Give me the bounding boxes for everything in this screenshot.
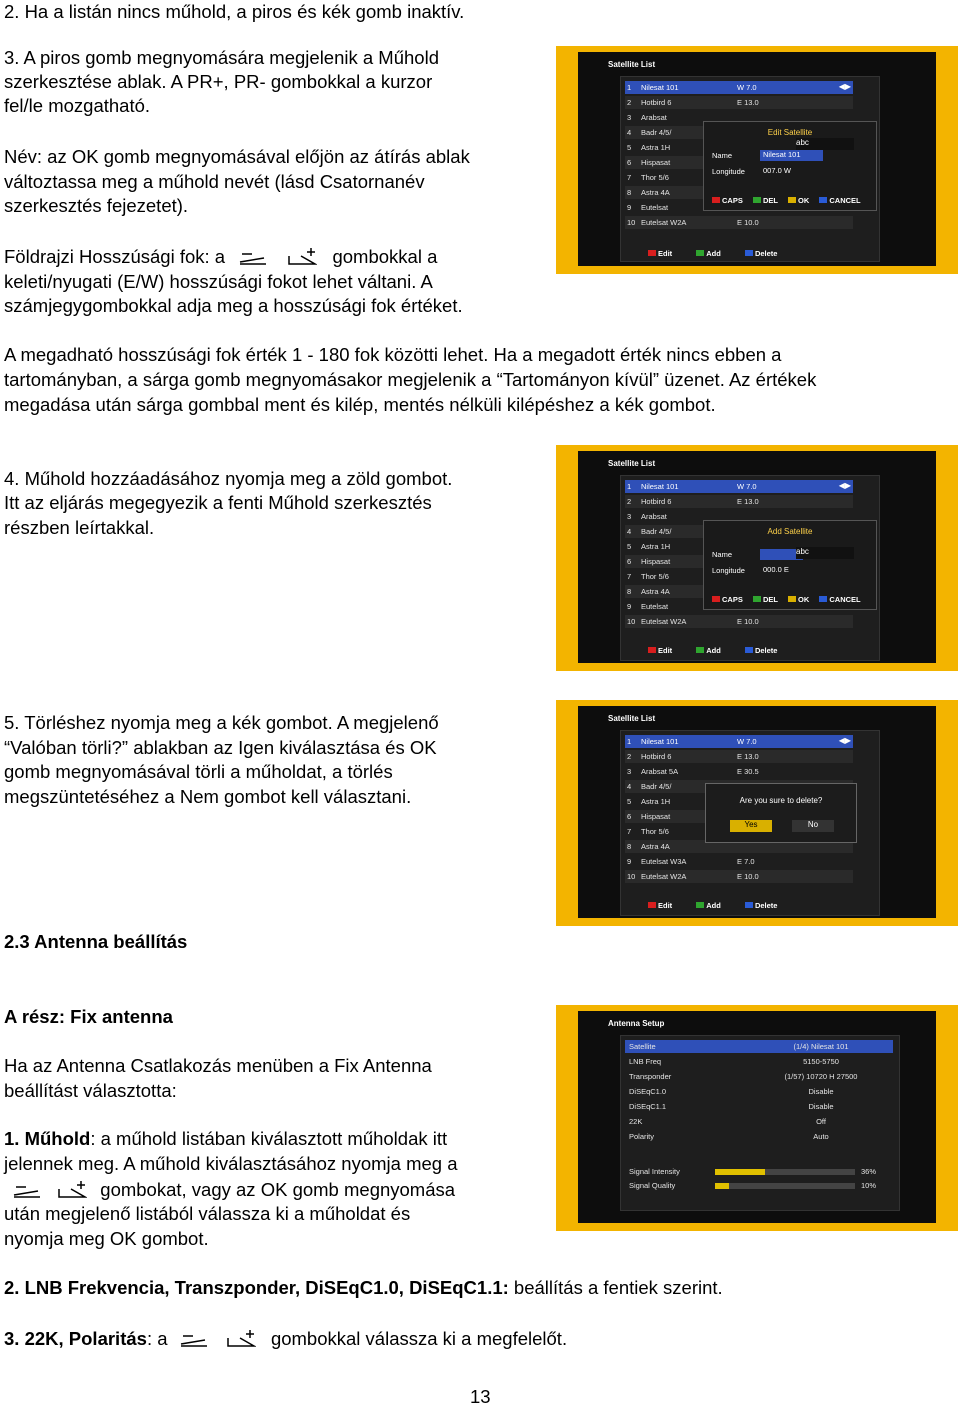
dialog-title: Edit Satellite	[767, 128, 813, 137]
row-number: 3	[627, 113, 632, 122]
antenna-setting-row[interactable]	[625, 1070, 893, 1083]
text-line: 4. Műhold hozzáadásához nyomja meg a zöld gombot.	[4, 468, 453, 489]
confirm-question: Are you sure to delete?	[739, 796, 823, 805]
dialog-title: Add Satellite	[767, 527, 813, 536]
row-number: 6	[627, 812, 632, 821]
field-value: 007.0 W	[760, 166, 823, 177]
edit-satellite-screenshot	[556, 46, 958, 274]
volume-down-icon	[12, 1181, 42, 1199]
text-line: nyomja meg OK gombot.	[4, 1228, 209, 1249]
add-satellite-dialog	[703, 520, 877, 610]
text-line: A megadható hosszúsági fok érték 1 - 180 fok közötti lehet. Ha a megadott érték nincs ebben a	[4, 344, 782, 365]
satellite-list-row[interactable]	[625, 96, 853, 109]
row-number: 8	[627, 188, 632, 197]
abc-indicator: abc	[796, 547, 854, 559]
text-line: keleti/nyugati (E/W) hosszúsági fokot lehet váltani. A	[4, 271, 433, 292]
satellite-position: W 7.0	[737, 482, 757, 491]
row-number: 8	[627, 587, 632, 596]
text-line	[4, 1276, 723, 1301]
satellite-name: Hispasat	[641, 158, 671, 167]
signal-value: 36%	[861, 1167, 877, 1176]
satellite-name: Arabsat 5A	[641, 767, 679, 776]
screen-title: Antenna Setup	[608, 1019, 665, 1028]
text-line: változtassa meg a műhold nevét (lásd Csatornanév	[4, 171, 425, 192]
satellite-list-row[interactable]	[625, 855, 853, 868]
term: 1. Műhold	[4, 1128, 91, 1149]
text-line: 2. Ha a listán nincs műhold, a piros és kék gomb inaktív.	[4, 1, 465, 22]
field-label: Name	[712, 151, 733, 160]
volume-down-icon	[238, 248, 268, 266]
setting-value: Disable	[808, 1102, 834, 1111]
legend-edit: Edit	[648, 646, 672, 655]
satellite-name: Thor 5/6	[641, 572, 669, 581]
row-number: 1	[627, 737, 632, 746]
text-line: megadása után sárga gombbal ment és kilép, mentés nélküli kilépéshez a kék gombot.	[4, 394, 716, 415]
left-right-arrow-icon: ◀▶	[838, 481, 851, 490]
satellite-name: Badr 4/5/	[641, 128, 672, 137]
satellite-name: Eutelsat	[641, 602, 669, 611]
antenna-setting-row[interactable]	[625, 1130, 893, 1143]
setting-value: Disable	[808, 1087, 834, 1096]
legend	[648, 249, 799, 258]
signal-intensity	[625, 1166, 893, 1178]
satellite-name: Hotbird 6	[641, 497, 672, 506]
dialog-buttons	[712, 196, 869, 205]
legend-add: Add	[696, 646, 721, 655]
signal-bar	[715, 1183, 855, 1189]
text-line: részben leírtakkal.	[4, 517, 155, 538]
antenna-setting-row[interactable]	[625, 1055, 893, 1068]
screen-title: Satellite List	[608, 60, 656, 69]
legend-edit: Edit	[648, 901, 672, 910]
text-line: Itt az eljárás megegyezik a fenti Műhold szerkesztés	[4, 492, 432, 513]
section-heading: 2.3 Antenna beállítás	[4, 931, 188, 952]
satellite-name: Nilesat 101	[641, 482, 679, 491]
satellite-name: Eutelsat	[641, 203, 669, 212]
row-number: 3	[627, 512, 632, 521]
field-label: Longitude	[712, 566, 745, 575]
legend-delete: Delete	[745, 901, 778, 910]
field-value: 000.0 E	[760, 565, 823, 576]
row-number: 6	[627, 557, 632, 566]
screen-title: Satellite List	[608, 714, 656, 723]
row-number: 2	[627, 497, 632, 506]
signal-value: 10%	[861, 1181, 877, 1190]
satellite-position: W 7.0	[737, 83, 757, 92]
row-number: 1	[627, 482, 632, 491]
satellite-position: E 13.0	[737, 497, 759, 506]
row-number: 4	[627, 782, 632, 791]
signal-label: Signal Intensity	[629, 1167, 680, 1176]
legend-add: Add	[696, 249, 721, 258]
text-segment: gombokkal a	[332, 246, 438, 267]
text-line: 3. A piros gomb megnyomására megjelenik a Műhold	[4, 47, 439, 68]
satellite-list-row[interactable]	[625, 735, 853, 748]
cancel-button[interactable]: CANCEL	[819, 595, 860, 604]
screen-title: Satellite List	[608, 459, 656, 468]
row-number: 10	[627, 617, 636, 626]
text-line: 5. Törléshez nyomja meg a kék gombot. A megjelenő	[4, 712, 439, 733]
legend-delete: Delete	[745, 646, 778, 655]
no-button[interactable]: No	[792, 820, 834, 832]
setting-value: (1/4) Nilesat 101	[793, 1042, 849, 1051]
satellite-name: Eutelsat W2A	[641, 617, 687, 626]
satellite-name: Arabsat	[641, 512, 667, 521]
satellite-name: Eutelsat W3A	[641, 857, 687, 866]
field-label: Name	[712, 550, 733, 559]
text-line: után megjelenő listából válassza ki a műholdat és	[4, 1203, 411, 1224]
cancel-button[interactable]: CANCEL	[819, 196, 860, 205]
satellite-name: Hotbird 6	[641, 752, 672, 761]
legend-delete: Delete	[745, 249, 778, 258]
text-segment: : a	[146, 1328, 168, 1349]
text-line	[4, 1327, 567, 1352]
satellite-name: Hotbird 6	[641, 98, 672, 107]
text-line: jelennek meg. A műhold kiválasztásához nyomja meg a	[4, 1153, 458, 1174]
row-number: 9	[627, 203, 632, 212]
setting-label: Transponder	[629, 1072, 672, 1081]
left-right-arrow-icon: ◀▶	[838, 736, 851, 745]
row-number: 4	[627, 527, 632, 536]
dialog-buttons	[712, 595, 869, 604]
setting-value: (1/57) 10720 H 27500	[784, 1072, 858, 1081]
satellite-name: Eutelsat W2A	[641, 218, 687, 227]
satellite-position: E 13.0	[737, 98, 759, 107]
setting-value: Off	[816, 1117, 826, 1126]
satellite-position: E 10.0	[737, 617, 759, 626]
satellite-list-row[interactable]	[625, 216, 853, 229]
text-line	[4, 245, 437, 270]
row-number: 3	[627, 767, 632, 776]
setting-label: DiSEqC1.1	[629, 1102, 667, 1111]
satellite-name: Astra 4A	[641, 188, 670, 197]
term: 3. 22K, Polaritás	[4, 1328, 147, 1349]
satellite-name: Hispasat	[641, 557, 671, 566]
satellite-name: Thor 5/6	[641, 173, 669, 182]
antenna-setting-row[interactable]	[625, 1085, 893, 1098]
text-line: tartományban, a sárga gomb megnyomásakor megjelenik a “Tartományon kívül” üzenet. Az értékek	[4, 369, 817, 390]
left-right-arrow-icon: ◀▶	[838, 82, 851, 91]
delete-confirm-screenshot	[556, 700, 958, 926]
text-segment: : a műhold listában kiválasztott műholdak itt	[90, 1128, 448, 1149]
text-line: szerkesztése ablak. A PR+, PR- gombokkal a kurzor	[4, 71, 433, 92]
row-number: 4	[627, 128, 632, 137]
satellite-position: E 10.0	[737, 218, 759, 227]
satellite-name: Nilesat 101	[641, 83, 679, 92]
longitude-field[interactable]	[710, 565, 870, 577]
text-line: gomb megnyomásával törli a műholdat, a törlés	[4, 761, 393, 782]
row-number: 9	[627, 602, 632, 611]
satellite-name: Arabsat	[641, 113, 667, 122]
longitude-field[interactable]	[710, 166, 870, 178]
row-number: 2	[627, 752, 632, 761]
ok-button[interactable]: OK	[788, 196, 809, 205]
satellite-position: W 7.0	[737, 737, 757, 746]
satellite-name: Thor 5/6	[641, 827, 669, 836]
row-number: 7	[627, 173, 632, 182]
row-number: 9	[627, 857, 632, 866]
volume-up-icon	[57, 1181, 87, 1199]
row-number: 5	[627, 143, 632, 152]
satellite-position: E 13.0	[737, 752, 759, 761]
row-number: 1	[627, 83, 632, 92]
caps-button[interactable]: CAPS	[712, 595, 743, 604]
satellite-name: Nilesat 101	[641, 737, 679, 746]
row-number: 5	[627, 542, 632, 551]
satellite-list-row[interactable]	[625, 480, 853, 493]
satellite-position: E 7.0	[737, 857, 755, 866]
satellite-name: Astra 4A	[641, 587, 670, 596]
del-button[interactable]: DEL	[753, 595, 778, 604]
row-number: 7	[627, 572, 632, 581]
setting-value: 5150-5750	[803, 1057, 839, 1066]
text-line	[4, 1178, 455, 1203]
add-satellite-screenshot	[556, 445, 958, 671]
satellite-list-row[interactable]	[625, 81, 853, 94]
signal-label: Signal Quality	[629, 1181, 676, 1190]
del-button[interactable]: DEL	[753, 196, 778, 205]
volume-up-icon	[226, 1330, 256, 1348]
antenna-setting-row[interactable]	[625, 1040, 893, 1053]
legend-edit: Edit	[648, 249, 672, 258]
setting-label: LNB Freq	[629, 1057, 662, 1066]
legend	[648, 901, 799, 910]
caps-button[interactable]: CAPS	[712, 196, 743, 205]
satellite-name: Astra 1H	[641, 542, 671, 551]
volume-up-icon	[287, 248, 317, 266]
setting-label: Satellite	[629, 1042, 656, 1051]
ok-button[interactable]: OK	[788, 595, 809, 604]
satellite-position: E 10.0	[737, 872, 759, 881]
signal-bar	[715, 1169, 855, 1175]
name-field[interactable]	[710, 150, 870, 162]
satellite-name: Astra 4A	[641, 842, 670, 851]
antenna-setting-row[interactable]	[625, 1100, 893, 1113]
abc-indicator: abc	[796, 138, 854, 150]
satellite-name: Badr 4/5/	[641, 527, 672, 536]
row-number: 8	[627, 842, 632, 851]
text-segment: beállítás a fentiek szerint.	[508, 1277, 723, 1298]
yes-button[interactable]: Yes	[730, 820, 772, 832]
row-number: 10	[627, 218, 636, 227]
satellite-list-row[interactable]	[625, 765, 853, 778]
satellite-list-row[interactable]	[625, 750, 853, 763]
row-number: 10	[627, 872, 636, 881]
satellite-position: E 30.5	[737, 767, 759, 776]
satellite-name: Astra 1H	[641, 797, 671, 806]
page-number: 13	[470, 1386, 491, 1407]
text-line: beállítást választotta:	[4, 1080, 177, 1101]
edit-satellite-dialog	[703, 121, 877, 211]
satellite-list-row[interactable]	[625, 870, 853, 883]
satellite-list-row[interactable]	[625, 615, 853, 628]
row-number: 7	[627, 827, 632, 836]
antenna-setup-screenshot	[556, 1005, 958, 1231]
text-line: fel/le mozgatható.	[4, 95, 151, 116]
text-segment: Földrajzi Hosszúsági fok: a	[4, 246, 226, 267]
setting-value: Auto	[813, 1132, 829, 1141]
row-number: 2	[627, 98, 632, 107]
subsection-heading: A rész: Fix antenna	[4, 1006, 173, 1027]
text-line: Ha az Antenna Csatlakozás menüben a Fix Antenna	[4, 1055, 432, 1076]
text-segment: gombokat, vagy az OK gomb megnyomása	[100, 1179, 456, 1200]
text-line: megszüntetéséhez a Nem gombot kell választani.	[4, 786, 412, 807]
field-label: Longitude	[712, 167, 745, 176]
text-line	[4, 1127, 447, 1152]
satellite-name: Astra 1H	[641, 143, 671, 152]
volume-down-icon	[179, 1330, 209, 1348]
row-number: 6	[627, 158, 632, 167]
confirm-dialog	[705, 783, 857, 843]
setting-label: DiSEqC1.0	[629, 1087, 667, 1096]
legend-add: Add	[696, 901, 721, 910]
satellite-name: Hispasat	[641, 812, 671, 821]
legend	[648, 646, 799, 655]
text-line: szerkesztés fejezetet).	[4, 195, 189, 216]
text-line: számjegygombokkal adja meg a hosszúsági fok értéket.	[4, 295, 463, 316]
row-number: 5	[627, 797, 632, 806]
setting-label: 22K	[629, 1117, 643, 1126]
text-line: Név: az OK gomb megnyomásával előjön az átírás ablak	[4, 146, 470, 167]
term: 2. LNB Frekvencia, Transzponder, DiSEqC1.0, DiSEqC1.1:	[4, 1277, 509, 1298]
antenna-setting-row[interactable]	[625, 1115, 893, 1128]
signal-quality	[625, 1180, 893, 1192]
text-segment: gombokkal válassza ki a megfelelőt.	[270, 1328, 568, 1349]
satellite-name: Eutelsat W2A	[641, 872, 687, 881]
field-value: Nilesat 101	[760, 150, 823, 161]
setting-label: Polarity	[629, 1132, 655, 1141]
satellite-list-row[interactable]	[625, 495, 853, 508]
satellite-name: Badr 4/5/	[641, 782, 672, 791]
text-line: “Valóban törli?” ablakban az Igen kiválasztása és OK	[4, 737, 437, 758]
